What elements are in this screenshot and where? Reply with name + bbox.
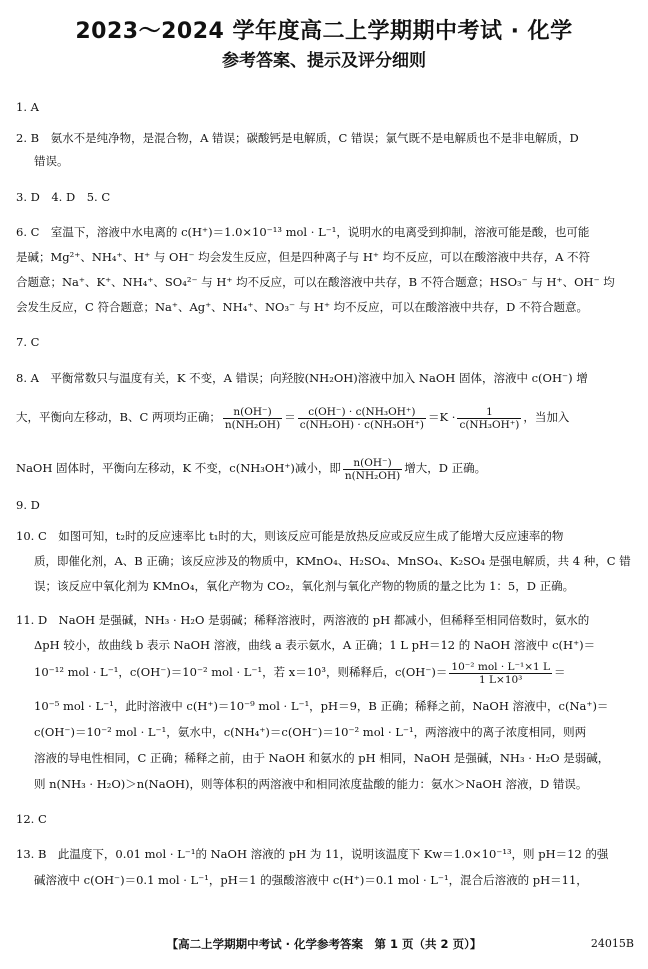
answer-3-5: 3. D 4. D 5. C [16,190,111,204]
fraction-numerator: 1 [457,406,521,419]
answer-8-text: NaOH 固体时，平衡向左移动，K 不变，c(NH₃OH⁺)减小，即 [16,461,341,475]
fraction-denominator: c(NH₃OH⁺) [459,418,520,431]
page-subtitle: 参考答案、提示及评分细则 [222,51,426,71]
answer-8-text: 大，平衡向左移动，B、C 两项均正确； [16,410,221,424]
answer-12: 12. C [16,812,47,826]
answer-9: 9. D [16,498,40,512]
answer-7: 7. C [16,335,40,349]
answer-11-line-6: 溶液的导电性相同，C 正确；稀释之前，由于 NaOH 和氨水的 pH 相同，NaOH 是强碱，NH₃ · H₂O 是弱碱， [34,751,610,765]
answer-1: 1. A [16,100,39,114]
answer-6-line-2: 是碱；Mg²⁺、NH₄⁺、H⁺ 与 OH⁻ 均会发生反应，但是四种离子与 H⁺ 均不反应，可以在酸溶液中共存，A 不符 [16,250,591,264]
answer-11-line-2: ΔpH 较小，故曲线 b 表示 NaOH 溶液，曲线 a 表示氨水，A 正确；1 L pH＝12 的 NaOH 溶液中 c(H⁺)＝ [34,638,596,652]
answer-11-text: 10⁻¹² mol · L⁻¹，c(OH⁻)＝10⁻² mol · L⁻¹，若 x＝10³，则稀释后，c(OH⁻)＝ [34,665,448,679]
fraction-numerator: c(OH⁻) · c(NH₃OH⁺) [298,406,426,419]
equals-k: ＝K · [428,410,456,424]
fraction-numerator: n(OH⁻) [223,406,282,419]
answer-11-line-3 [34,657,636,689]
answer-10-line-1: 10. C 如图可知，t₂时的反应速率比 t₁时的大，则该反应可能是放热反应或反应生成了能增大反应速率的物 [16,529,564,543]
answer-8-line-2 [16,402,636,434]
fraction-denominator: n(NH₂OH) [344,469,401,482]
fraction-concentration-ratio [298,406,426,431]
answer-11-line-7: 则 n(NH₃ · H₂O)＞n(NaOH)，则等体积的两溶液中和相同浓度盐酸的能力：氨水＞NaOH 溶液，D 错误。 [34,777,588,791]
answer-10-line-3: 误；该反应中氧化剂为 KMnO₄，氧化产物为 CO₂，氧化剂与氧化产物的物质的量之比为 1：5，D 正确。 [34,579,575,593]
answer-11-text-tail: ＝ [554,665,566,679]
answer-6-line-3: 合题意；Na⁺、K⁺、NH₄⁺、SO₄²⁻ 与 H⁺ 均不反应，可以在酸溶液中共存，B 不符合题意；HSO₃⁻ 与 H⁺、OH⁻ 均 [16,275,615,289]
answer-6-line-1: 6. C 室温下，溶液中水电离的 c(H⁺)＝1.0×10⁻¹³ mol · L⁻¹，说明水的电离受到抑制，溶液可能是酸，也可能 [16,225,590,239]
answer-6-line-4: 会发生反应，C 符合题意；Na⁺、Ag⁺、NH₄⁺、NO₃⁻ 与 H⁺ 均不反应，可以在酸溶液中共存，D 不符合题意。 [16,300,589,314]
fraction-denominator: 1 L×10³ [479,673,523,686]
equals-sign: ＝ [284,410,296,424]
answer-8-line-1: 8. A 平衡常数只与温度有关，K 不变，A 错误；向羟胺(NH₂OH)溶液中加入 NaOH 固体，溶液中 c(OH⁻) 增 [16,371,588,385]
answer-13-line-2: 碱溶液中 c(OH⁻)＝0.1 mol · L⁻¹，pH＝1 的强酸溶液中 c(H⁺)＝0.1 mol · L⁻¹，混合后溶液的 pH＝11， [34,873,588,887]
fraction-denominator: c(NH₂OH) · c(NH₃OH⁺) [299,418,425,431]
answer-11-line-5: c(OH⁻)＝10⁻² mol · L⁻¹，氨水中，c(NH₄⁺)＝c(OH⁻)＝10⁻² mol · L⁻¹，两溶液中的离子浓度相同，则两 [34,725,587,739]
page-footer: 【高二上学期期中考试 · 化学参考答案 第 1 页（共 2 页）】 [166,937,482,951]
fraction-dilution [449,661,552,686]
answer-2-line-2: 错误。 [34,154,69,168]
page-title: 2023～2024 学年度高二上学期期中考试 · 化学 [75,19,573,44]
fraction-denominator: n(NH₂OH) [224,418,281,431]
answer-11-line-1: 11. D NaOH 是强碱，NH₃ · H₂O 是弱碱；稀释溶液时，两溶液的 pH 都减小，但稀释至相同倍数时，氨水的 [16,613,590,627]
fraction-n-oh-over-n-nh2oh [223,406,282,431]
answer-11-line-4: 10⁻⁵ mol · L⁻¹，此时溶液中 c(H⁺)＝10⁻⁹ mol · L⁻¹，pH＝9，B 正确；稀释之前，NaOH 溶液中，c(Na⁺)＝ [34,699,609,713]
fraction-n-oh-over-n-nh2oh [343,457,402,482]
answer-8-text-tail: 增大，D 正确。 [404,461,487,475]
answer-2-line-1: 2. B 氨水不是纯净物，是混合物，A 错误；碳酸钙是电解质，C 错误；氯气既不是电解质也不是非电解质，D [16,131,579,145]
answer-8-text-tail: ，当加入 [523,410,570,424]
fraction-numerator: 10⁻² mol · L⁻¹×1 L [451,660,551,673]
answer-10-line-2: 质，即催化剂，A、B 正确；该反应涉及的物质中，KMnO₄、H₂SO₄、MnSO₄、K₂SO₄ 是强电解质，共 4 种，C 错 [34,554,631,568]
fraction-one-over-c [457,406,521,431]
answer-13-line-1: 13. B 此温度下，0.01 mol · L⁻¹的 NaOH 溶液的 pH 为 11，说明该温度下 Kw＝1.0×10⁻¹³，则 pH＝12 的强 [16,847,609,861]
answer-8-line-3 [16,453,636,485]
fraction-numerator: n(OH⁻) [343,457,402,470]
document-code: 24015B [590,937,634,950]
